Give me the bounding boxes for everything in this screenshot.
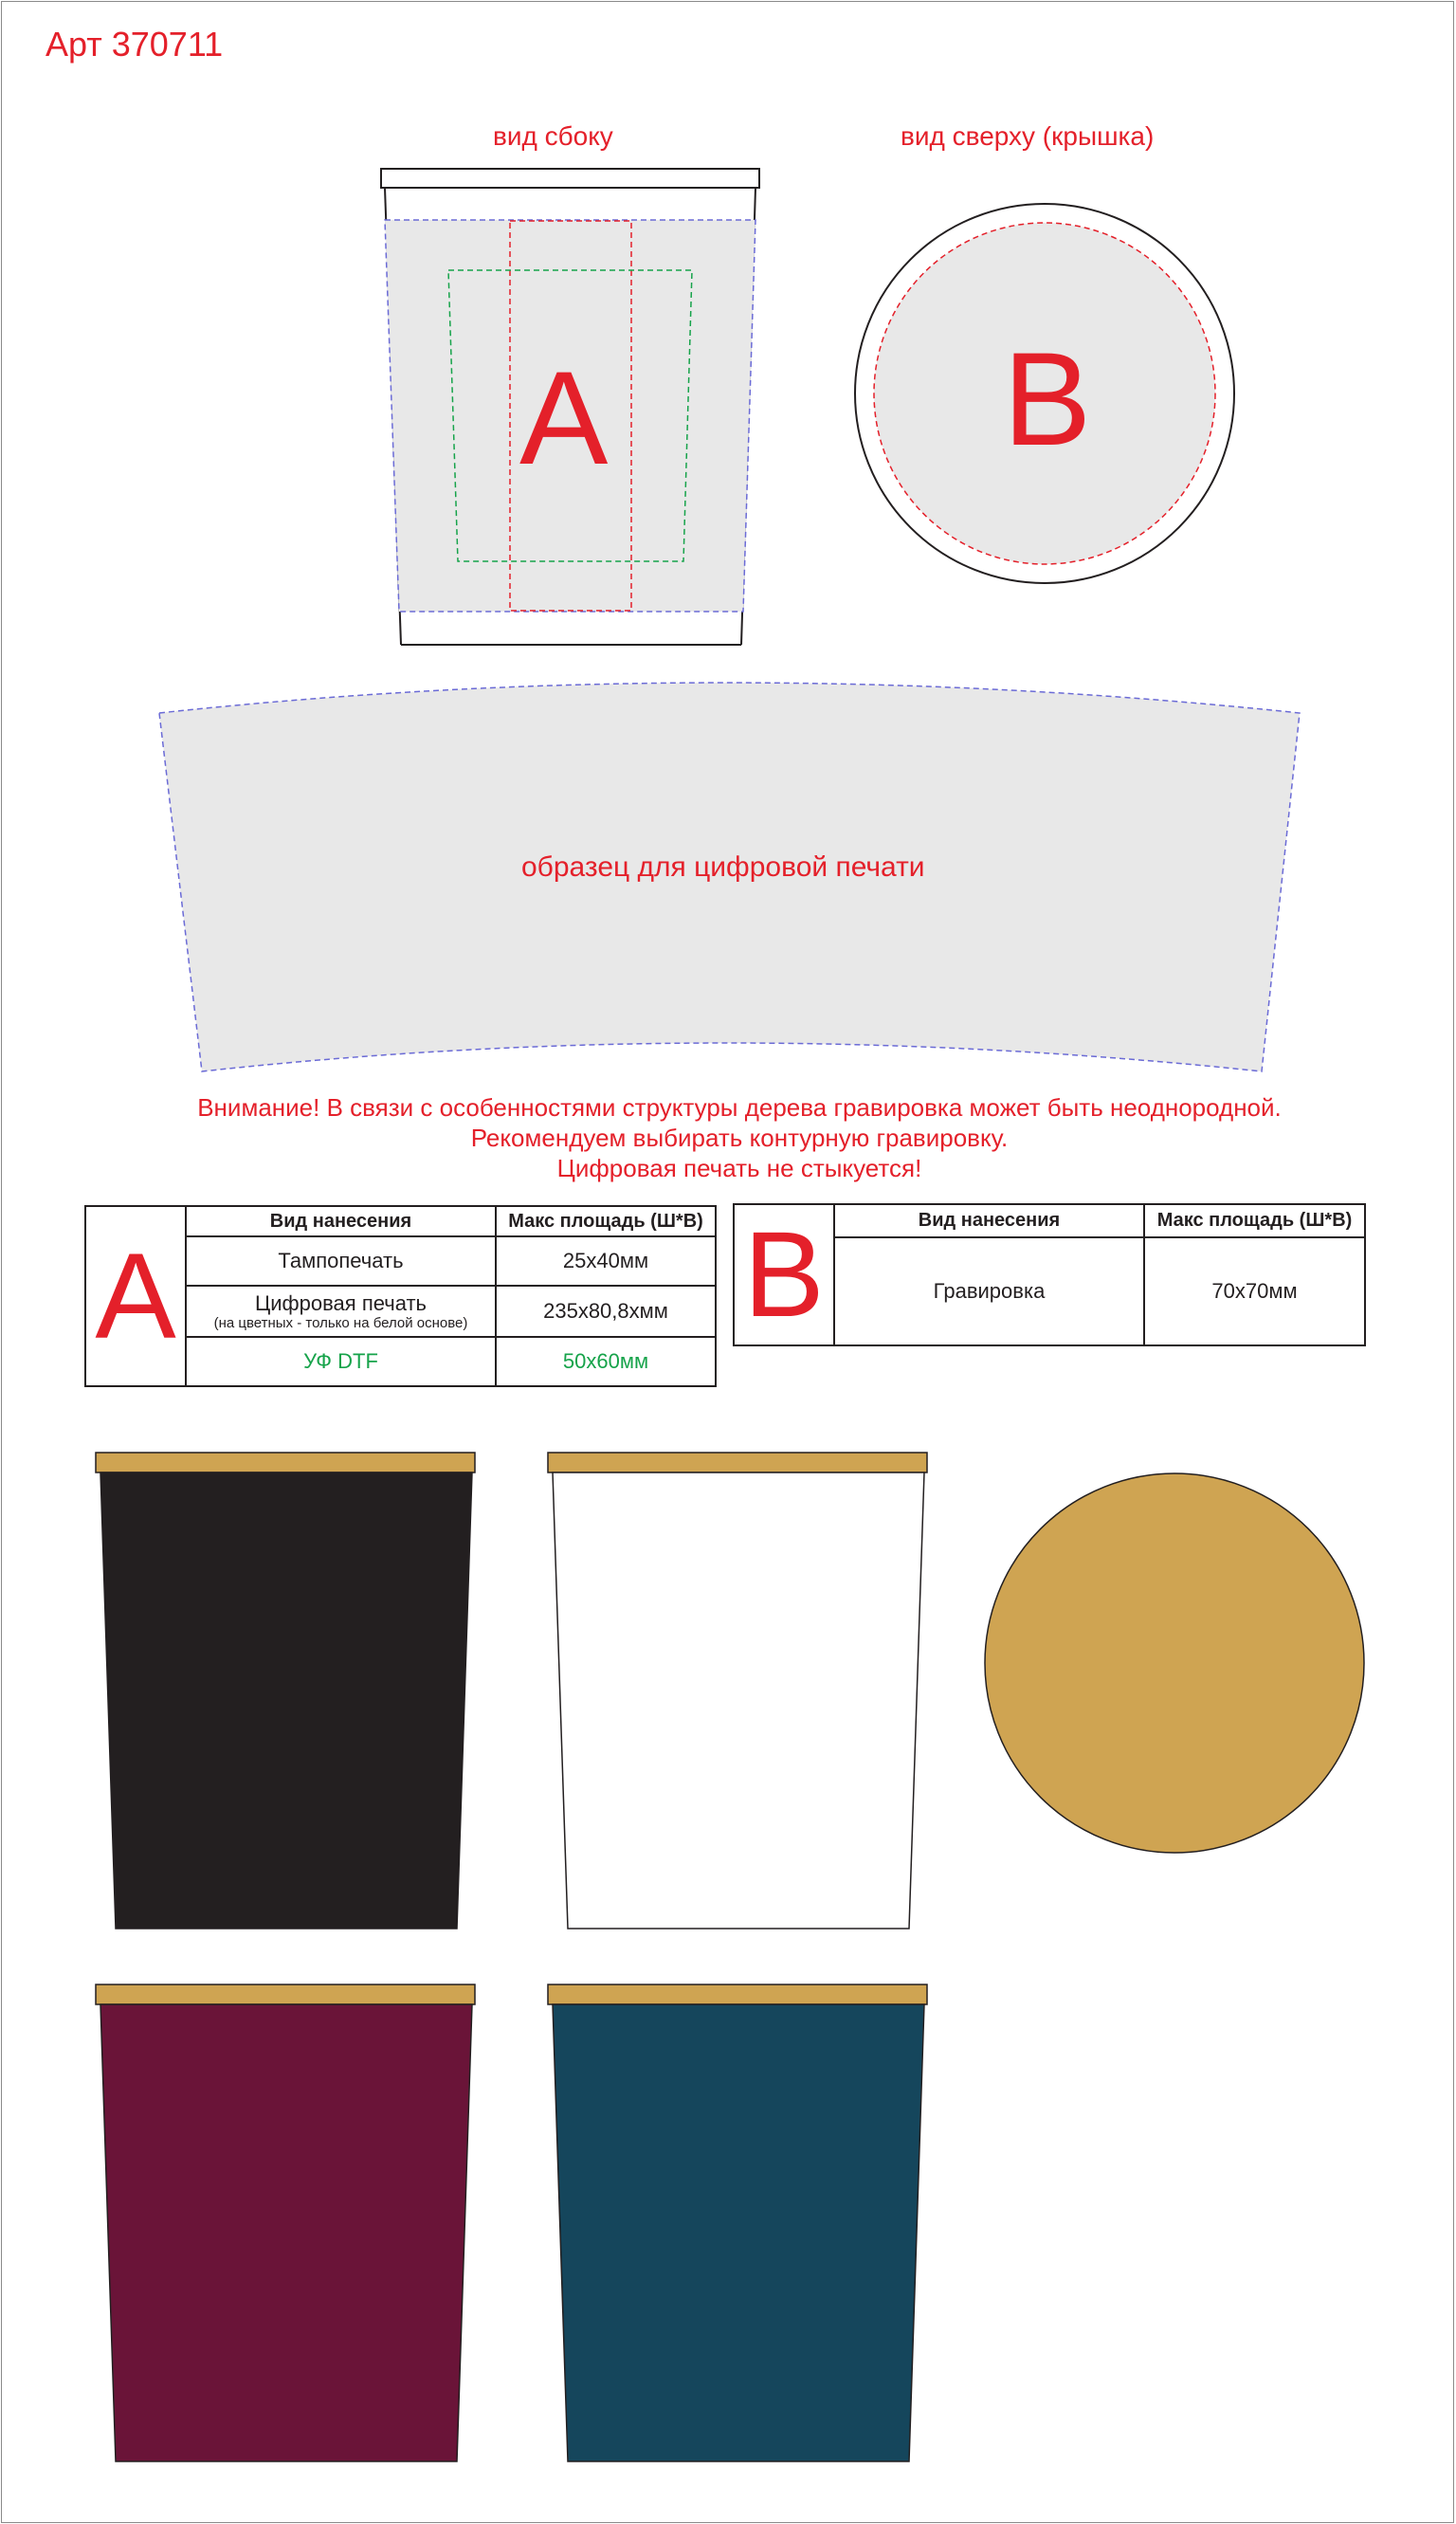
column-header-size: Макс площадь (Ш*В) <box>1144 1204 1365 1237</box>
table-zone-letter: A <box>85 1206 186 1386</box>
cup-body <box>553 1472 924 1929</box>
cup-variant-black <box>96 1453 475 1929</box>
zone-a-letter: A <box>519 343 609 492</box>
cell-size: 25х40мм <box>496 1236 716 1286</box>
warning-line: Рекомендуем выбирать контурную гравировку. <box>470 1124 1009 1152</box>
spec-table-a <box>84 1205 717 1387</box>
lid-variant-wood <box>985 1473 1364 1853</box>
spec-table-b <box>733 1203 1366 1346</box>
method-note: (на цветных - только на белой основе) <box>213 1315 468 1331</box>
table-zone-letter: B <box>734 1204 834 1345</box>
cup-lid-outline <box>381 169 759 188</box>
cup-variant-burgundy <box>96 1984 475 2461</box>
cell-method: УФ DTF <box>186 1337 496 1386</box>
cup-body <box>553 2004 924 2461</box>
digital-print-sample-label: образец для цифровой печати <box>521 851 925 883</box>
cell-size: 235х80,8хмм <box>496 1286 716 1337</box>
cup-lid <box>548 1453 927 1472</box>
side-view-label: вид сбоку <box>493 121 613 151</box>
cup-variant-teal <box>548 1984 927 2461</box>
column-header-method: Вид нанесения <box>186 1206 496 1236</box>
cup-lid <box>96 1453 475 1472</box>
cell-size: 50х60мм <box>496 1337 716 1386</box>
cup-body <box>100 2004 472 2461</box>
cell-method: Гравировка <box>834 1237 1144 1345</box>
top-view-label: вид сверху (крышка) <box>901 121 1155 151</box>
warning-note <box>95 1092 1384 1183</box>
cup-lid <box>96 1984 475 2004</box>
column-header-method: Вид нанесения <box>834 1204 1144 1237</box>
cell-method <box>186 1286 496 1337</box>
zone-b-letter: B <box>1003 324 1092 473</box>
lid-top <box>985 1473 1364 1853</box>
warning-line: Внимание! В связи с особенностями структуры дерева гравировка может быть неоднородной. <box>197 1093 1282 1122</box>
method-name: Цифровая печать <box>254 1291 427 1315</box>
cell-method: Тампопечать <box>186 1236 496 1286</box>
warning-line: Цифровая печать не стыкуется! <box>556 1154 922 1182</box>
column-header-size: Макс площадь (Ш*В) <box>496 1206 716 1236</box>
cup-body <box>100 1472 472 1929</box>
cell-size: 70х70мм <box>1144 1237 1365 1345</box>
cup-variant-white <box>548 1453 927 1929</box>
article-title: Арт 370711 <box>46 25 224 64</box>
cup-lid <box>548 1984 927 2004</box>
